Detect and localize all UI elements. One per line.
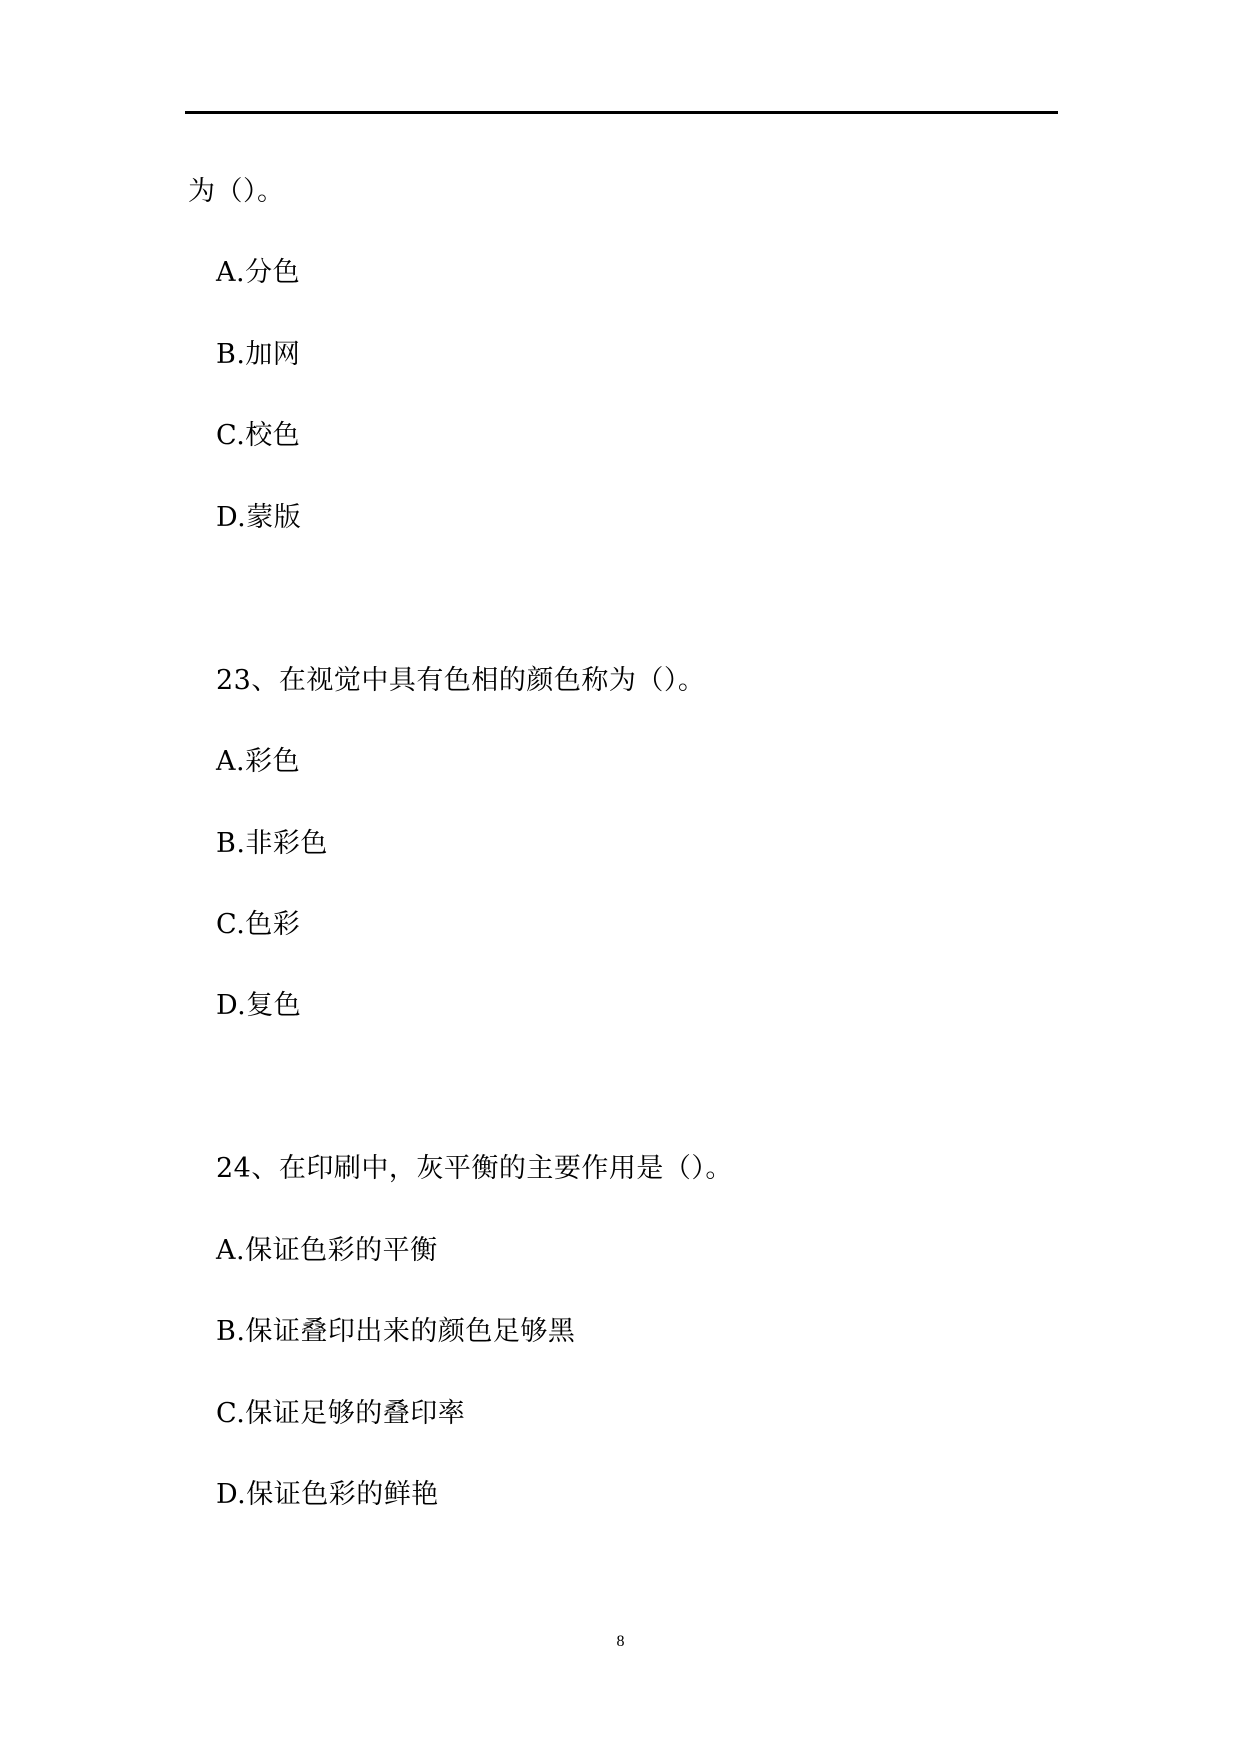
option-b: B.非彩色 [216,828,328,859]
page-number: 8 [616,1633,625,1650]
option-c: C.校色 [216,420,301,451]
option-d: D.复色 [216,990,302,1021]
option-d: D.保证色彩的鲜艳 [216,1479,439,1510]
option-a: A.彩色 [216,746,301,777]
option-b: B.加网 [216,339,301,370]
option-b: B.保证叠印出来的颜色足够黑 [216,1316,576,1347]
question-23-stem: 23、在视觉中具有色相的颜色称为（）。 [216,665,706,696]
option-c: C.保证足够的叠印率 [216,1398,466,1429]
header-rule [185,111,1058,114]
question-24-stem: 24、在印刷中，灰平衡的主要作用是（）。 [216,1153,733,1184]
option-a: A.分色 [216,257,301,288]
option-d: D.蒙版 [216,502,302,533]
option-a: A.保证色彩的平衡 [216,1235,438,1266]
question-stem-continuation: 为（）。 [188,176,285,207]
option-c: C.色彩 [216,909,301,940]
